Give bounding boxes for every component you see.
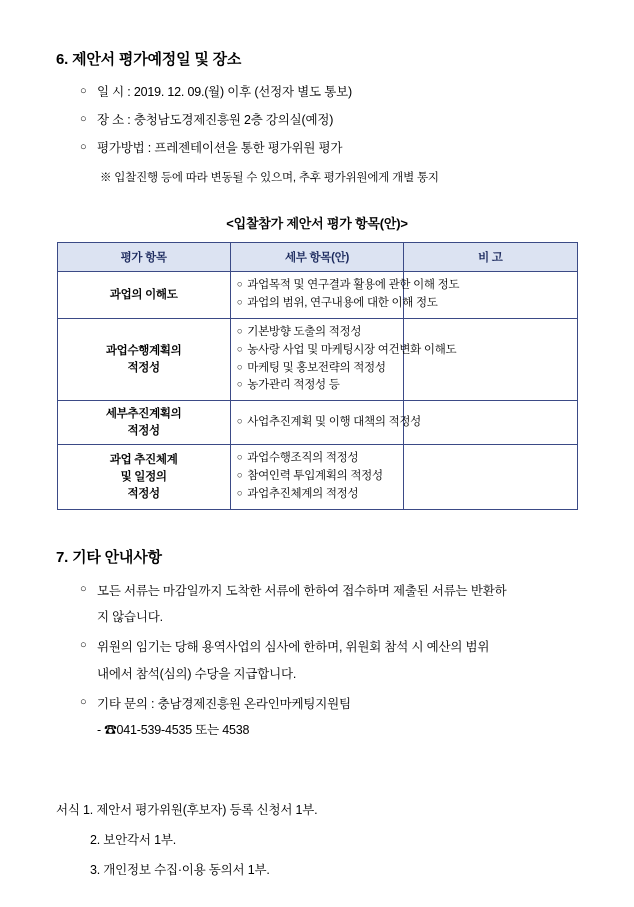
section-7-item-2-continuation: 내에서 참석(심의) 수당을 지급합니다. <box>97 666 297 681</box>
section-7-item-1-continuation: 지 않습니다. <box>97 610 163 625</box>
bullet-circle-icon: ○ <box>80 582 87 595</box>
table-cell-detail <box>230 318 457 400</box>
section-7-item-2 <box>56 637 578 657</box>
table-cell-category: 과업의 이해도 <box>57 272 230 319</box>
attachment-item-1: 서식 1. 제안서 평가위원(후보자) 등록 신청서 1부. <box>56 803 318 818</box>
detail-item <box>237 360 397 378</box>
section-6-bullet-2 <box>56 111 578 130</box>
attachment-item-3: 3. 개인정보 수집·이용 동의서 1부. <box>90 863 270 878</box>
section-7-heading: 7. 기타 안내사항 <box>56 548 162 566</box>
bullet-circle-icon: ○ <box>80 639 87 652</box>
circle-marker-icon: ○ <box>236 452 243 464</box>
detail-item <box>236 342 457 360</box>
detail-item <box>237 450 397 468</box>
section-7-item-1-text: 모든 서류는 마감일까지 도착한 서류에 한하여 접수하며 제출된 서류는 반환하 <box>97 583 507 598</box>
section-6-bullet-3 <box>56 139 578 158</box>
detail-item-text: 참여인력 투입계획의 적정성 <box>247 470 383 483</box>
section-7-item-1 <box>56 581 578 601</box>
table-cell-remark <box>404 318 577 400</box>
table-cell-category: 과업 추진체계 및 일정의 적정성 <box>57 445 230 509</box>
table-cell-detail <box>230 445 403 509</box>
detail-item-text: 과업추진체계의 적정성 <box>247 488 359 501</box>
detail-item-text: 마케팅 및 홍보전략의 적정성 <box>247 361 386 374</box>
table-cell-detail <box>230 401 421 445</box>
section-7-item-2-text: 위원의 임기는 당해 용역사업의 심사에 한하며, 위원회 참석 시 예산의 범위 <box>97 640 490 655</box>
bullet-circle-icon: ○ <box>80 695 87 708</box>
bullet-circle-icon: ○ <box>80 85 87 97</box>
section-6-bullet-1 <box>56 83 578 102</box>
detail-item <box>236 414 421 432</box>
table-cell-detail <box>230 272 460 319</box>
table-row <box>57 272 577 319</box>
detail-item-text: 농사랑 사업 및 마케팅시장 여건변화 이해도 <box>247 343 457 356</box>
bullet-circle-icon: ○ <box>80 140 87 153</box>
detail-item <box>237 377 397 395</box>
evaluation-table <box>57 242 578 510</box>
circle-marker-icon: ○ <box>236 325 243 337</box>
detail-item-text: 기본방향 도출의 적정성 <box>247 325 362 338</box>
section-6-note: ※ 입찰진행 등에 따라 변동될 수 있으며, 추후 평가위원에게 개별 통지 <box>100 172 439 185</box>
circle-marker-icon: ○ <box>236 343 243 355</box>
circle-marker-icon: ○ <box>236 379 243 391</box>
contact-phone-line: - ☎041-539-4535 또는 4538 <box>97 723 250 738</box>
table-header-remark: 비 고 <box>404 243 577 272</box>
table-header-detail: 세부 항목(안) <box>230 243 403 272</box>
detail-item-text: 과업의 범위, 연구내용에 대한 이해 정도 <box>247 297 438 310</box>
detail-item-text: 사업추진계획 및 이행 대책의 적정성 <box>247 415 421 428</box>
section-6-bullet-3-text: 평가방법 : 프레젠테이션을 통한 평가위원 평가 <box>97 140 343 155</box>
section-6-bullet-2-text: 장 소 : 충청남도경제진흥원 2층 강의실(예정) <box>97 112 334 127</box>
section-6-heading: 6. 제안서 평가예정일 및 장소 <box>56 51 242 68</box>
attachment-item-2: 2. 보안각서 1부. <box>90 833 176 848</box>
bullet-circle-icon: ○ <box>80 112 87 125</box>
detail-item-text: 과업수행조직의 적정성 <box>247 452 359 465</box>
table-cell-category: 세부추진계획의 적정성 <box>57 401 230 445</box>
circle-marker-icon: ○ <box>236 470 243 482</box>
circle-marker-icon: ○ <box>236 415 243 427</box>
section-7-item-3 <box>56 694 578 714</box>
table-row <box>57 318 577 400</box>
detail-item <box>237 486 397 504</box>
detail-item <box>237 324 397 342</box>
table-row <box>57 401 577 445</box>
circle-marker-icon: ○ <box>236 361 243 373</box>
circle-marker-icon: ○ <box>236 488 243 500</box>
evaluation-table-caption: <입찰참가 제안서 평가 항목(안)> <box>226 216 408 232</box>
detail-item-text: 농가관리 적정성 등 <box>247 379 340 392</box>
table-cell-remark <box>404 401 577 445</box>
detail-item-text: 과업목적 및 연구결과 활용에 관한 이해 정도 <box>247 279 460 292</box>
section-7-item-3-text: 기타 문의 : 충남경제진흥원 온라인마케팅지원팀 <box>97 696 351 711</box>
table-header-row <box>57 243 577 272</box>
table-cell-remark <box>404 445 577 509</box>
attachment-list <box>56 800 578 878</box>
circle-marker-icon: ○ <box>236 297 243 309</box>
table-row <box>57 445 577 509</box>
detail-item <box>236 277 460 295</box>
detail-item <box>236 295 438 313</box>
circle-marker-icon: ○ <box>236 279 243 291</box>
table-cell-category: 과업수행계획의 적정성 <box>57 318 230 400</box>
detail-item <box>237 468 397 486</box>
table-header-category: 평가 항목 <box>57 243 230 272</box>
section-6-bullet-1-text: 일 시 : 2019. 12. 09.(월) 이후 (선정자 별도 통보) <box>97 85 352 99</box>
